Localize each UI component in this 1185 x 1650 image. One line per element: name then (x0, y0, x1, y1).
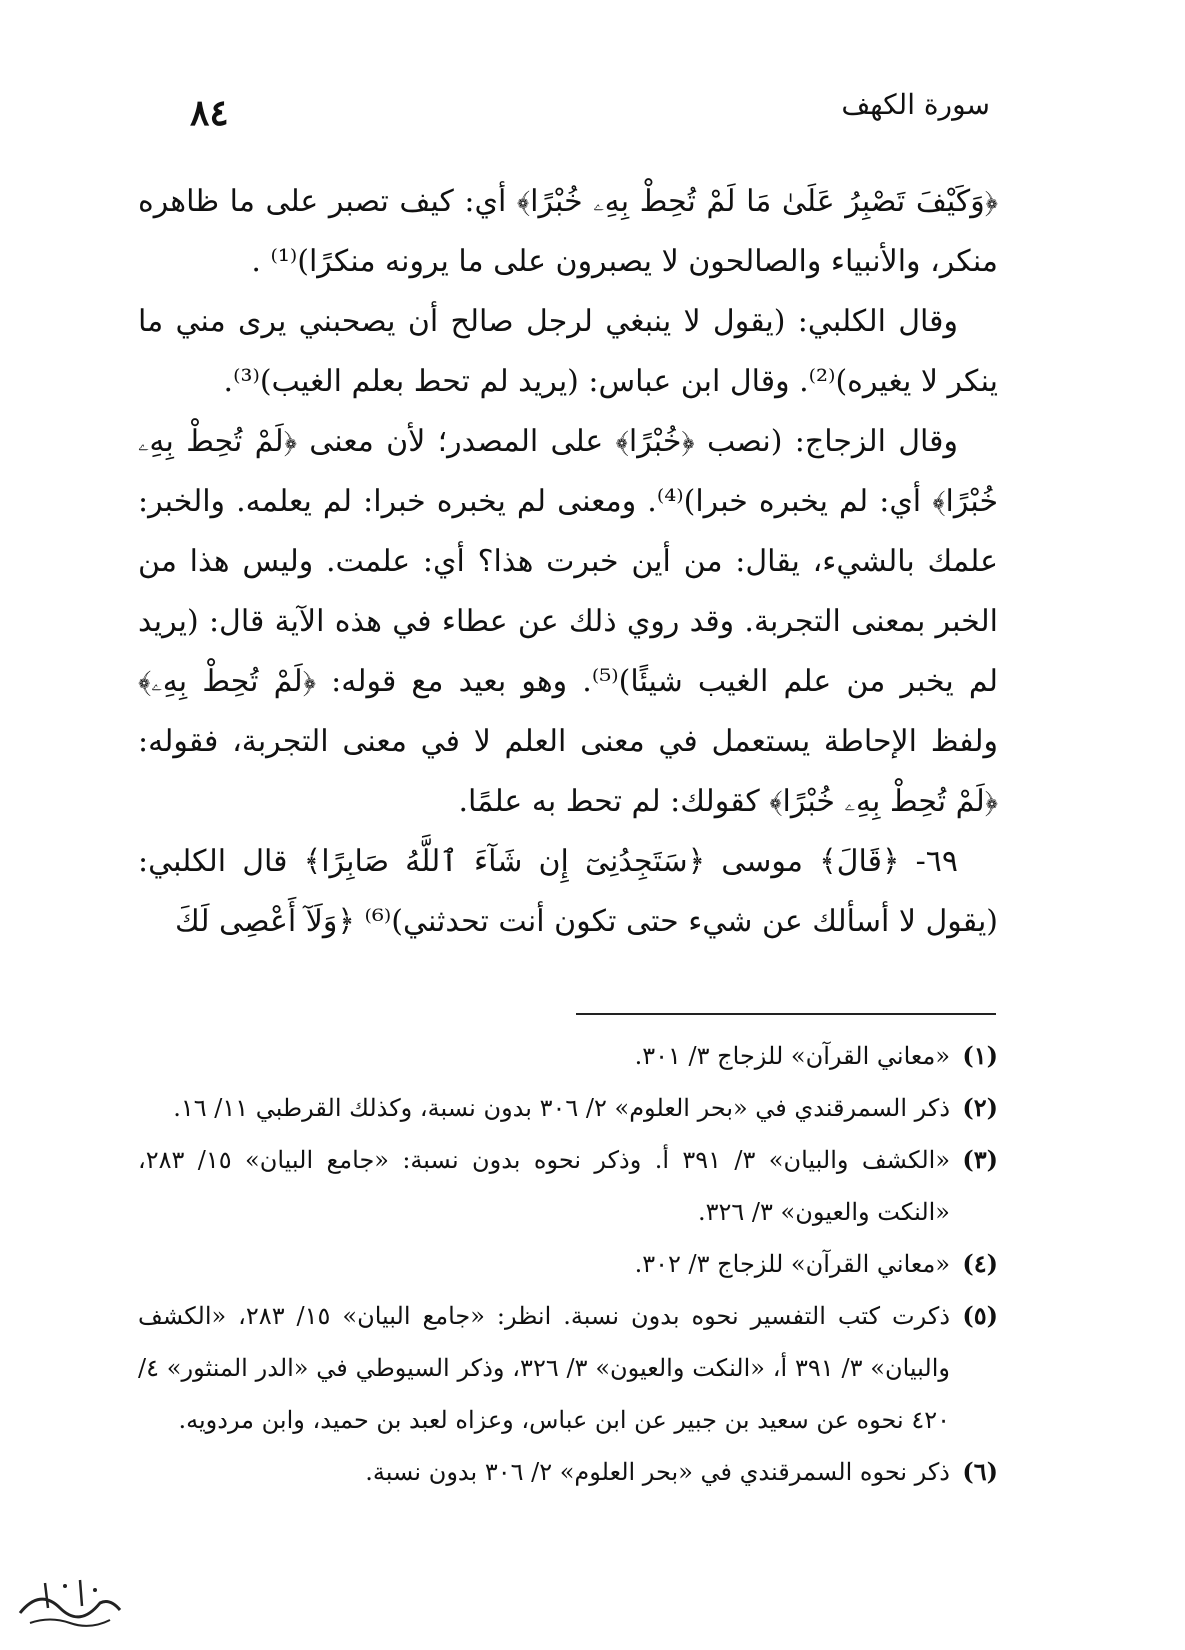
footnote-text: «الكشف والبيان» ٣/ ٣٩١ أ. وذكر نحوه بدون نسبة: «جامع البيان» ١٥/ ٢٨٣، «النكت والعيون» ٣/ ٣٢٦. (138, 1146, 951, 1226)
footnote (138, 1082, 998, 1134)
paragraph: ﴿وَكَيْفَ تَصْبِرُ عَلَىٰ مَا لَمْ تُحِطْ بِهِۦ خُبْرًا﴾ أي: كيف تصبر على ما ظاهره منكر، والأنبياء والصالحون لا يصبرون على ما يرونه منكرًا)⁽¹⁾ . (138, 184, 998, 279)
footnote-text: ذكر السمرقندي في «بحر العلوم» ٢/ ٣٠٦ بدون نسبة، وكذلك القرطبي ١١/ ١٦. (173, 1094, 950, 1122)
footnote (138, 1290, 998, 1446)
footnote (138, 1030, 998, 1082)
footnote (138, 1238, 998, 1290)
surah-title: سورة الكهف (841, 88, 990, 121)
footnote-marker: (٦) (962, 1457, 998, 1486)
footnote-marker: (٤) (962, 1249, 998, 1278)
footnote-marker: (١) (962, 1041, 998, 1070)
paragraph: ٦٩- ﴿قَالَ﴾ موسى ﴿سَتَجِدُنِىٓ إِن شَآءَ ٱللَّهُ صَابِرًا﴾ قال الكلبي: (يقول لا أسألك عن شيء حتى تكون أنت تحدثني)⁽⁶⁾ ﴿وَلَآ أَعْصِى لَكَ (138, 844, 998, 939)
footnote-marker: (٣) (962, 1145, 998, 1174)
footnote (138, 1446, 998, 1498)
footnote (138, 1134, 998, 1238)
paragraph: وقال الزجاج: (نصب ﴿خُبْرًا﴾ على المصدر؛ لأن معنى ﴿لَمْ تُحِطْ بِهِۦ خُبْرًا﴾ أي: لم يخبره خبرا)⁽⁴⁾. ومعنى لم يخبره خبرا: لم يعلمه. والخبر: علمك بالشيء، يقال: من أين خبرت هذا؟ أي: علمت. وليس هذا من الخبر بمعنى التجربة. وقد روي ذلك عن عطاء في هذه الآية قال: (يريد لم يخبر من علم الغيب شيئًا)⁽⁵⁾. وهو بعيد مع قوله: ﴿لَمْ تُحِطْ بِهِۦ﴾ ولفظ الإحاطة يستعمل في معنى العلم لا في معنى التجربة، فقوله: ﴿لَمْ تُحِطْ بِهِۦ خُبْرًا﴾ كقولك: لم تحط به علمًا. (138, 424, 999, 819)
footnotes (138, 1030, 998, 1498)
footnote-text: «معاني القرآن» للزجاج ٣/ ٣٠١. (634, 1042, 950, 1070)
footnote-marker: (٢) (962, 1093, 998, 1122)
footnote-separator (576, 1013, 996, 1015)
page-header (190, 88, 990, 142)
publisher-logo (10, 1568, 130, 1638)
footnote-text: ذكرت كتب التفسير نحوه بدون نسبة. انظر: «جامع البيان» ١٥/ ٢٨٣، «الكشف والبيان» ٣/ ٣٩١ أ، «النكت والعيون» ٣/ ٣٢٦، وذكر السيوطي في «الدر المنثور» ٤/ ٤٢٠ نحوه عن سعيد بن جبير عن ابن عباس، وعزاه لعبد بن حميد، وابن مردويه. (138, 1302, 951, 1434)
footnote-marker: (٥) (962, 1301, 998, 1330)
page-number: ٨٤ (190, 92, 229, 134)
main-text (138, 172, 998, 952)
footnote-text: ذكر نحوه السمرقندي في «بحر العلوم» ٢/ ٣٠٦ بدون نسبة. (365, 1458, 950, 1486)
paragraph: وقال الكلبي: (يقول لا ينبغي لرجل صالح أن يصحبني يرى مني ما ينكر لا يغيره)⁽²⁾. وقال ابن عباس: (يريد لم تحط بعلم الغيب)⁽³⁾. (138, 304, 998, 399)
footnote-text: «معاني القرآن» للزجاج ٣/ ٣٠٢. (634, 1250, 950, 1278)
calligraphy-logo-icon (10, 1568, 130, 1638)
